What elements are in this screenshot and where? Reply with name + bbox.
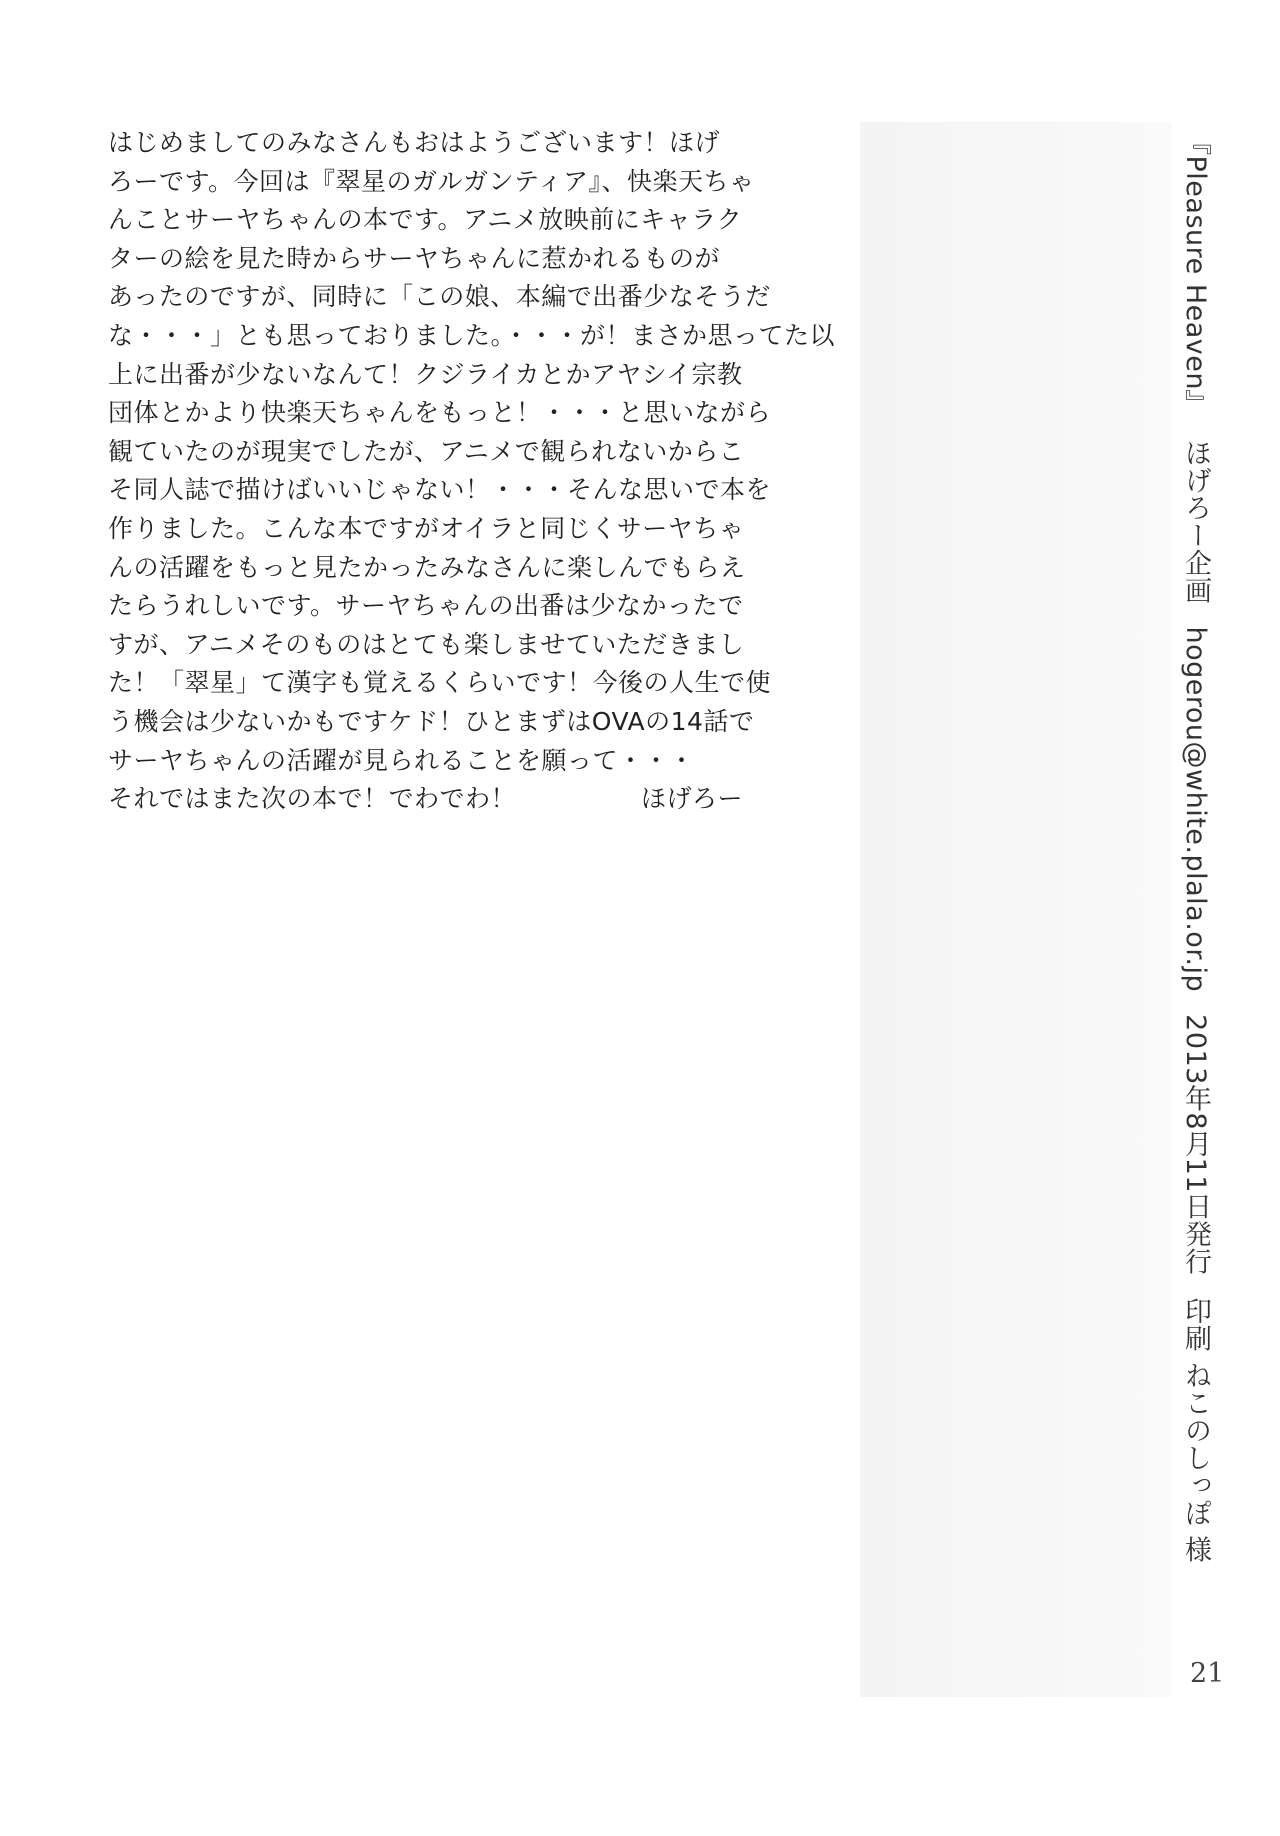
book-title: 『Pleasure Heaven』	[1180, 128, 1211, 418]
afterword-line: ターの絵を見た時からサーヤちゃんに惹かれるものが	[108, 243, 721, 273]
afterword-line: んの活躍をもっと見たかったみなさんに楽しんでもらえ	[108, 552, 746, 582]
afterword-text	[108, 124, 836, 819]
afterword-line: んことサーヤちゃんの本です。アニメ放映前にキャラク	[108, 205, 743, 235]
afterword-line: ろーです。今回は『翠星のガルガンティア』、快楽天ちゃ	[108, 166, 755, 196]
afterword-line: 上に出番が少ないなんて！クジライカとかアヤシイ宗教	[108, 359, 743, 389]
contact-email: hogerou@white.plala.or.jp	[1180, 626, 1211, 993]
afterword-line: すが、アニメそのものはとても楽しませていただきまし	[108, 629, 745, 659]
colophon-background	[860, 122, 1172, 1697]
afterword-last-line	[108, 780, 768, 819]
afterword-line: はじめましてのみなさんもおはようございます！ほげ	[108, 128, 721, 157]
afterword-line: な・・・」とも思っておりました。・・・が！まさか思ってた以	[108, 320, 836, 350]
afterword-line: 団体とかより快楽天ちゃんをもっと！・・・と思いながら	[108, 398, 772, 428]
afterword-line: 観ていたのが現実でしたが、アニメで観られないからこ	[108, 436, 745, 466]
circle-name: ほげろー企画	[1180, 439, 1211, 605]
afterword-line: サーヤちゃんの活躍が見られることを願って・・・	[108, 745, 695, 775]
afterword-line: そ同人誌で描けばいいじゃない！・・・そんな思いで本を	[108, 475, 772, 505]
afterword-line: それではまた次の本で！でわでわ！	[108, 784, 517, 814]
afterword-line: 作りました。こんな本ですがオイラと同じくサーヤちゃ	[108, 513, 745, 543]
afterword-line: あったのですが、同時に「この娘、本編で出番少なそうだ	[108, 282, 771, 312]
printer-credit: 印刷 ねこのしっぽ 様	[1180, 1297, 1211, 1564]
page-number: 21	[1190, 1658, 1225, 1689]
afterword-line: たらうれしいです。サーヤちゃんの出番は少なかったで	[108, 591, 744, 621]
colophon	[1177, 128, 1213, 1563]
author-signature: ほげろー	[641, 784, 744, 814]
afterword-line: た！「翠星」て漢字も覚えるくらいです！今後の人生で使	[108, 668, 772, 698]
afterword-line: う機会は少ないかもですケド！ひとまずはOVAの14話で	[108, 706, 755, 736]
publish-date: 2013年8月11日発行	[1180, 1014, 1211, 1276]
